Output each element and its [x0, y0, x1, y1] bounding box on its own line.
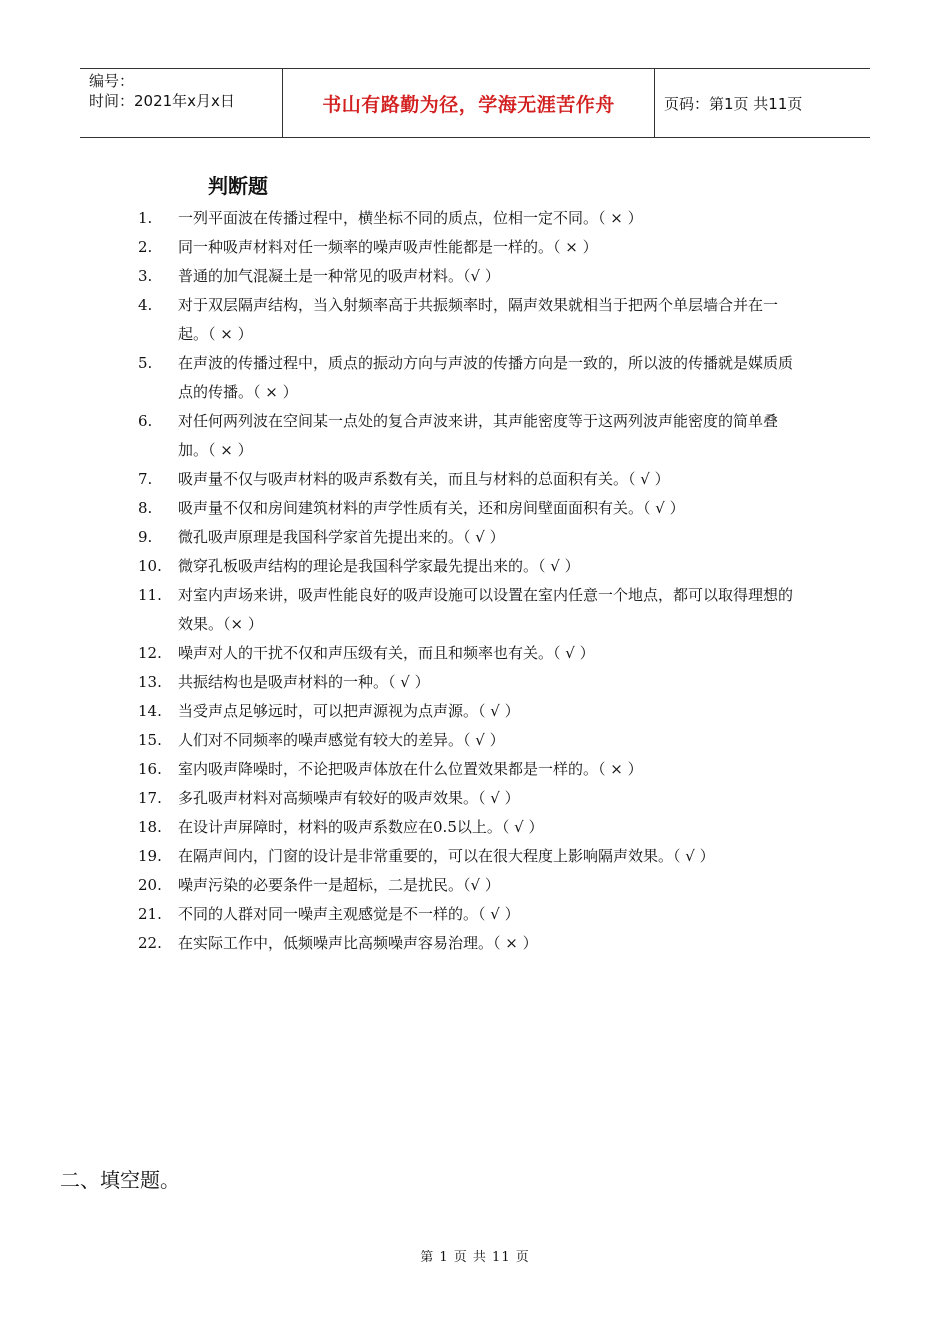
question-item	[138, 262, 818, 291]
question-text: 一列平面波在传播过程中，横坐标不同的质点，位相一定不同。（ × ）	[178, 209, 643, 227]
question-item	[138, 407, 818, 465]
question-text: 在设计声屏障时，材料的吸声系数应在0.5以上。（ √ ）	[178, 818, 544, 836]
header-motto: 书山有路勤为径，学海无涯苦作舟	[282, 69, 655, 137]
question-number: 17.	[138, 789, 162, 807]
question-number: 22.	[138, 934, 162, 952]
question-text: 吸声量不仅和房间建筑材料的声学性质有关，还和房间壁面面积有关。（ √ ）	[178, 499, 685, 517]
question-number: 6.	[138, 412, 153, 430]
section-title: 判断题	[208, 174, 268, 198]
question-item	[138, 291, 818, 349]
question-item	[138, 842, 818, 871]
question-text: 同一种吸声材料对任一频率的噪声吸声性能都是一样的。（ × ）	[178, 238, 598, 256]
question-number: 13.	[138, 673, 162, 691]
question-text: 对任何两列波在空间某一点处的复合声波来讲，其声能密度等于这两列波声能密度的简单叠加。（ × ）	[178, 412, 779, 459]
question-text: 人们对不同频率的噪声感觉有较大的差异。（ √ ）	[178, 731, 505, 749]
question-number: 15.	[138, 731, 162, 749]
question-number: 21.	[138, 905, 162, 923]
question-text: 微孔吸声原理是我国科学家首先提出来的。（ √ ）	[178, 528, 505, 546]
question-number: 10.	[138, 557, 162, 575]
question-number: 18.	[138, 818, 162, 836]
question-text: 室内吸声降噪时，不论把吸声体放在什么位置效果都是一样的。（ × ）	[178, 760, 643, 778]
question-number: 5.	[138, 354, 153, 372]
question-item	[138, 871, 818, 900]
question-number: 19.	[138, 847, 162, 865]
question-text: 噪声污染的必要条件一是超标，二是扰民。（√ ）	[178, 876, 500, 894]
question-item	[138, 204, 818, 233]
question-item	[138, 349, 818, 407]
question-item	[138, 233, 818, 262]
question-text: 噪声对人的干扰不仅和声压级有关，而且和频率也有关。（ √ ）	[178, 644, 595, 662]
question-text: 微穿孔板吸声结构的理论是我国科学家最先提出来的。（ √ ）	[178, 557, 580, 575]
question-text: 在隔声间内，门窗的设计是非常重要的，可以在很大程度上影响隔声效果。（ √ ）	[178, 847, 715, 865]
question-number: 14.	[138, 702, 162, 720]
question-number: 8.	[138, 499, 153, 517]
question-number: 11.	[138, 586, 162, 604]
question-text: 对于双层隔声结构，当入射频率高于共振频率时，隔声效果就相当于把两个单层墙合并在一起。（ × ）	[178, 296, 779, 343]
question-text: 吸声量不仅与吸声材料的吸声系数有关，而且与材料的总面积有关。（ √ ）	[178, 470, 670, 488]
document-header	[80, 68, 870, 138]
question-item	[138, 552, 818, 581]
question-item	[138, 465, 818, 494]
question-item	[138, 494, 818, 523]
header-page-info: 页码：第1页 共11页	[664, 94, 803, 113]
question-item	[138, 726, 818, 755]
question-list	[138, 204, 818, 958]
question-text: 在声波的传播过程中，质点的振动方向与声波的传播方向是一致的，所以波的传播就是媒质质点的传播。（ × ）	[178, 354, 794, 401]
question-item	[138, 581, 818, 639]
question-text: 多孔吸声材料对高频噪声有较好的吸声效果。（ √ ）	[178, 789, 520, 807]
fill-in-section-title: 二、填空题。	[60, 1168, 180, 1192]
question-item	[138, 755, 818, 784]
header-meta	[80, 69, 282, 137]
question-text: 对室内声场来讲，吸声性能良好的吸声设施可以设置在室内任意一个地点，都可以取得理想的效果。（× ）	[178, 586, 794, 633]
document-date: 时间：2021年x月x日	[89, 92, 235, 110]
question-number: 20.	[138, 876, 162, 894]
question-number: 7.	[138, 470, 153, 488]
question-item	[138, 900, 818, 929]
question-item	[138, 784, 818, 813]
question-number: 1.	[138, 209, 153, 227]
question-text: 共振结构也是吸声材料的一种。（ √ ）	[178, 673, 430, 691]
question-text: 普通的加气混凝土是一种常见的吸声材料。（√ ）	[178, 267, 500, 285]
question-number: 9.	[138, 528, 153, 546]
question-item	[138, 813, 818, 842]
question-text: 在实际工作中，低频噪声比高频噪声容易治理。（ × ）	[178, 934, 538, 952]
question-item	[138, 929, 818, 958]
question-item	[138, 697, 818, 726]
question-number: 16.	[138, 760, 162, 778]
question-item	[138, 639, 818, 668]
question-number: 4.	[138, 296, 153, 314]
page-footer: 第 1 页 共 11 页	[420, 1250, 530, 1265]
question-number: 3.	[138, 267, 153, 285]
question-item	[138, 523, 818, 552]
question-text: 不同的人群对同一噪声主观感觉是不一样的。（ √ ）	[178, 905, 520, 923]
question-number: 2.	[138, 238, 153, 256]
question-text: 当受声点足够远时，可以把声源视为点声源。（ √ ）	[178, 702, 520, 720]
question-item	[138, 668, 818, 697]
question-number: 12.	[138, 644, 162, 662]
document-number-label: 编号：	[89, 72, 135, 90]
